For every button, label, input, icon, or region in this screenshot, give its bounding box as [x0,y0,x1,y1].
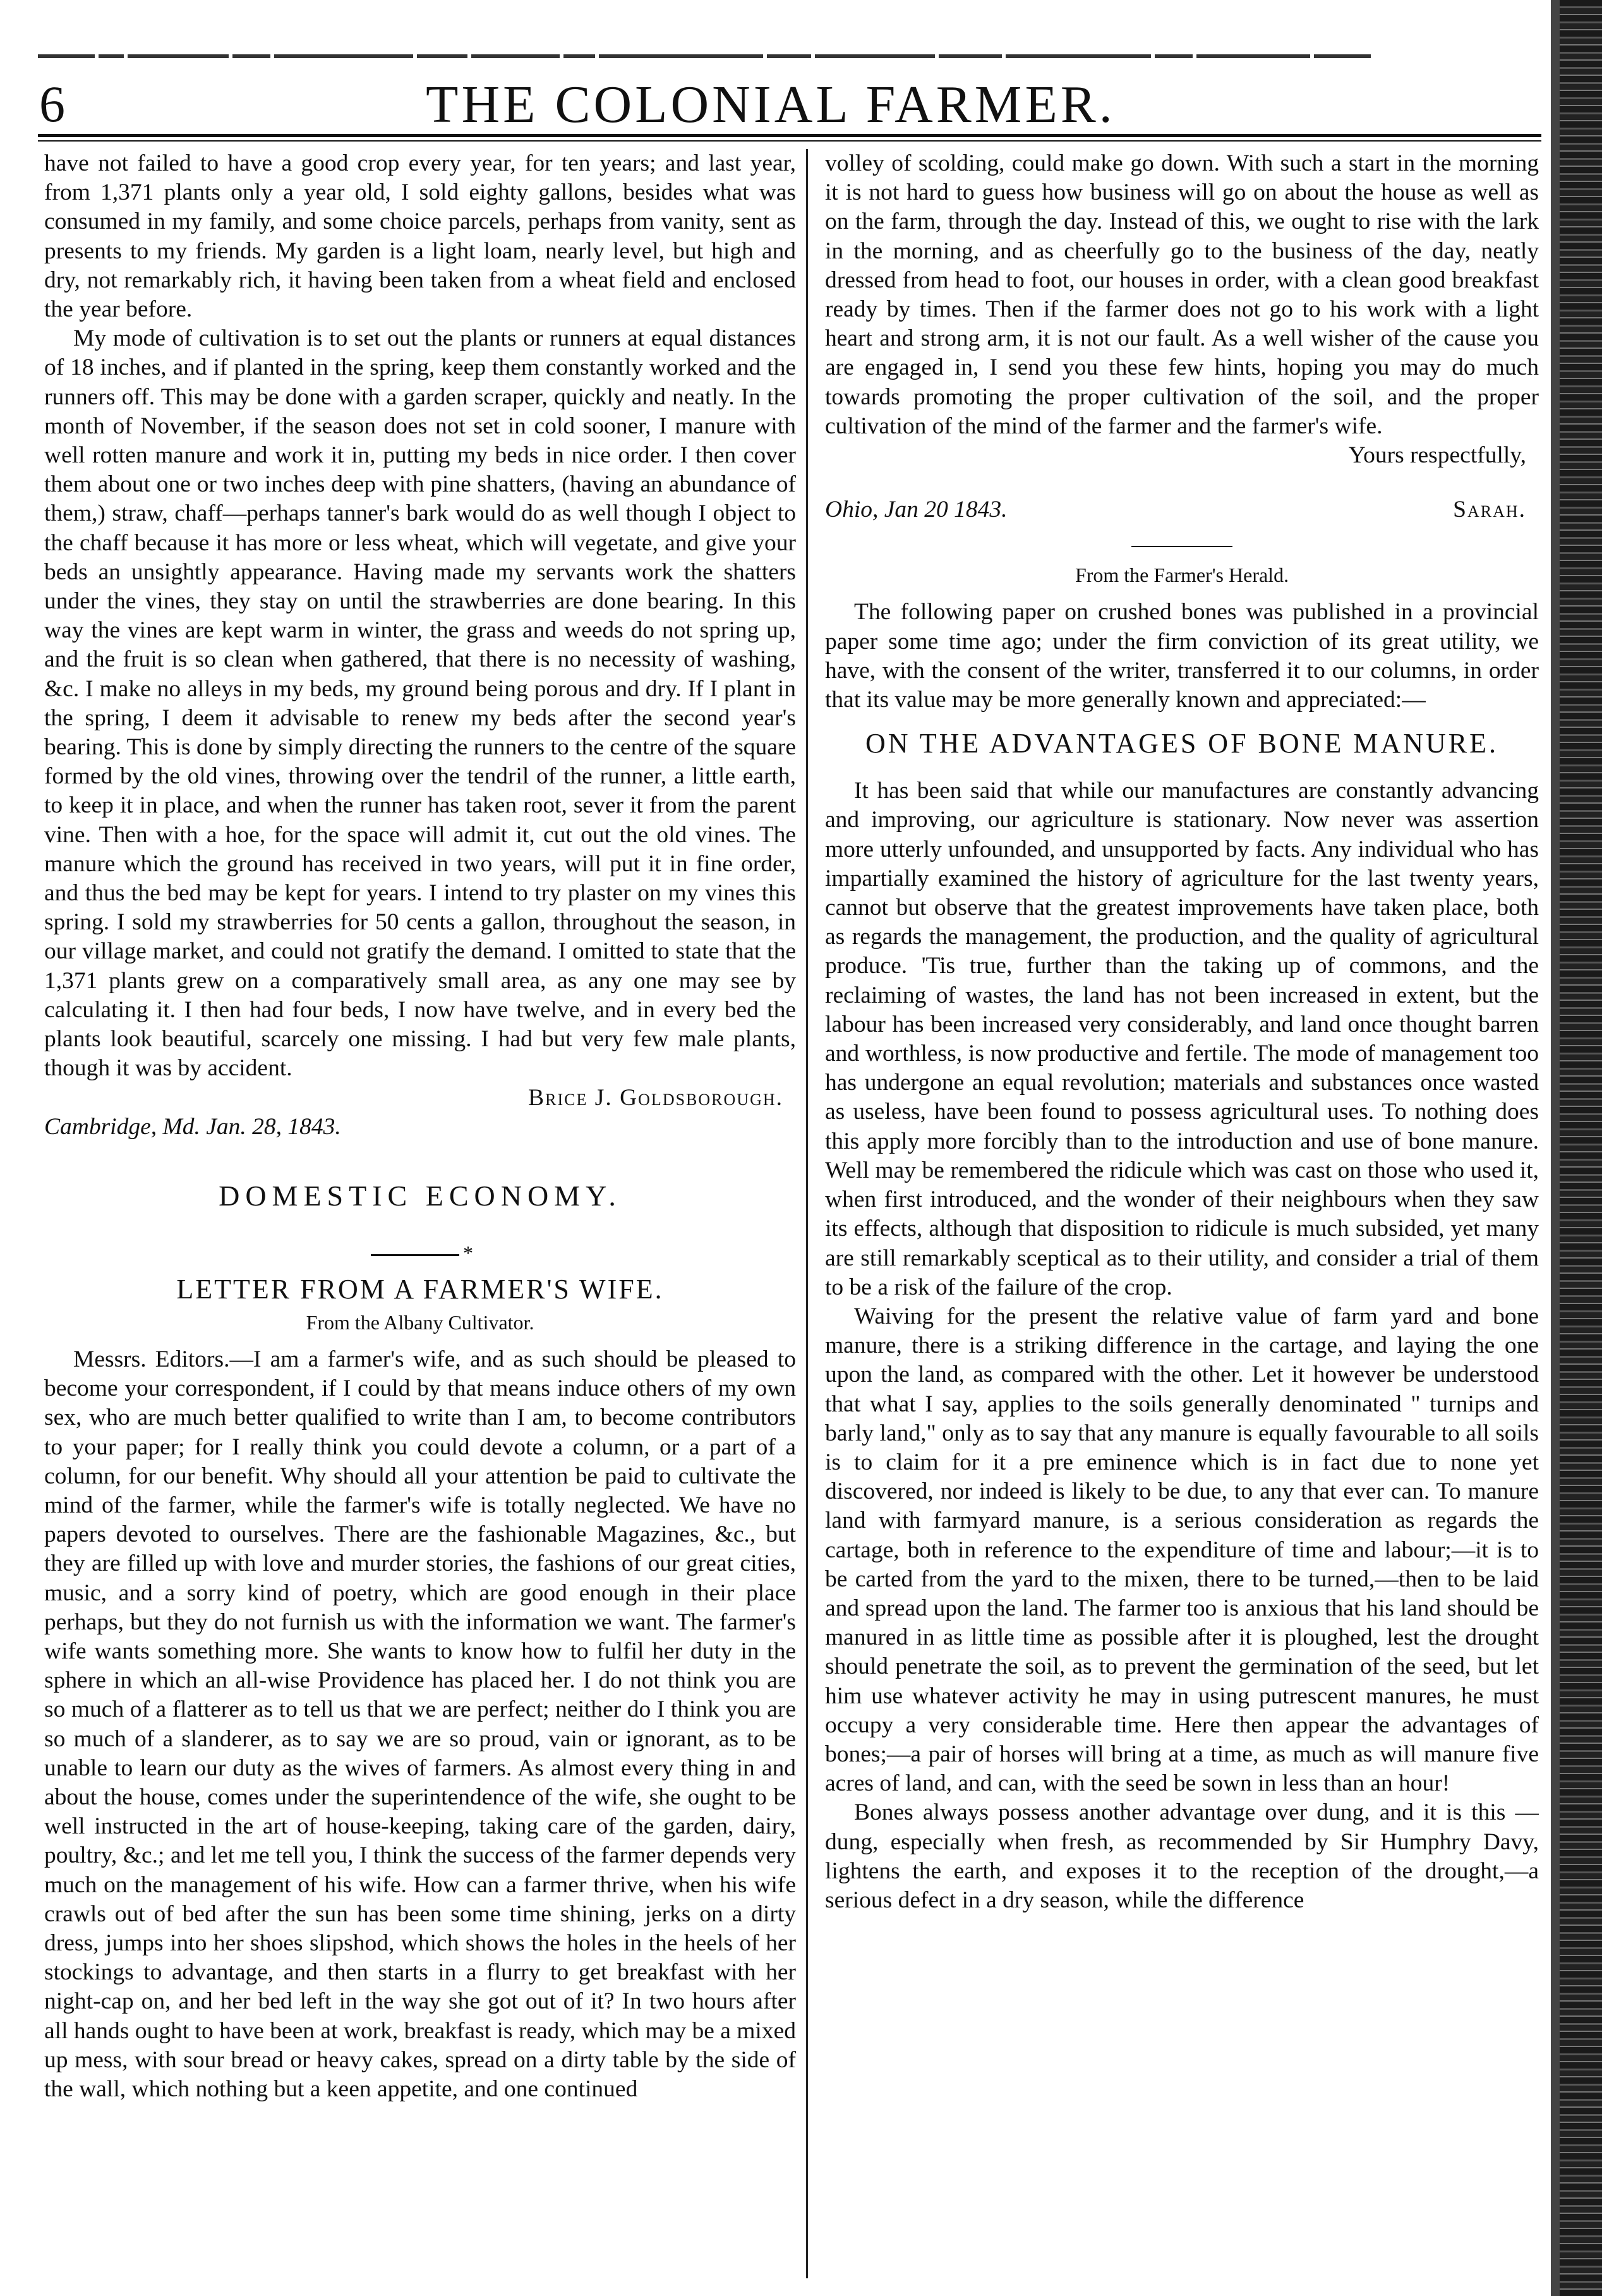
dateline-cambridge: Cambridge, Md. Jan. 28, 1843. [44,1113,341,1140]
dateline-row [825,495,1539,524]
right-column [825,149,1539,2278]
signature-sarah: Sarah. [1453,497,1526,523]
bone-paragraph-2: Waiving for the present the relative value of farm yard and bone manure, there is a striking difference in the cartage, and laying the one upon the land, as compared with the other. Let it however be understood that what I say, applies to the soils generally denominated " turnips and barly land," only as to say that any manure is equally favourable to all soils is to claim for it a pre eminence which is in fact due to none yet discovered, nor indeed is likely to be due, to any that ever can. To manure land with farmyard manure, is a serious consideration as regards the cartage, both in reference to the expenditure of time and labour;—it is to be carted from the yard to the mixen, there to be turned,—then to be laid and spread upon the land. The farmer too is anxious that his land should be manured in as little time as possible after it is ploughed, lest the drought should penetrate the soil, as to prevent the germination of the seed, but let him use whatever activity he may in using putrescent manures, he must occupy a very considerable time. Here then appear the advantages of bones;—a pair of horses will bring at a time, as much as will manure five acres of land, and can, with the seed be sown in less than an hour! [825,1303,1539,1797]
article-separator [1131,546,1232,547]
bone-manure-heading: ON THE ADVANTAGES OF BONE MANURE. [865,728,1498,759]
scanned-page-edge [1551,0,1602,2296]
signature-goldsborough: Brice J. Goldsborough. [528,1084,783,1111]
letter-source: From the Albany Cultivator. [306,1310,534,1334]
ornament-divider: * [44,1240,796,1266]
header-rule-thin [38,140,1541,142]
letter-title: LETTER FROM A FARMER'S WIFE. [176,1273,664,1305]
column-divider [806,149,808,2278]
bone-paragraph-1: It has been said that while our manufactures are constantly advancing and improving, our agriculture is stationary. Now never was assertion more utterly unfounded, and unsupported by facts. Any individual who has impartially examined the history of agriculture for the last twenty years, cannot but observe that the greatest improvements have taken place, both as regards the management, the production, and the quality of agricultural produce. 'Tis true, further than the taking up of commons, and the reclaiming of wastes, the land has not been increased in extent, but the labour has been increased very considerably, and land once thought barren and worthless, is now productive and fertile. The mode of management too has undergone an equal revolution; materials and substances once wasted as useless, have been found to possess agricultural uses. To nothing does this apply more forcibly than to the introduction and use of bone manure. Well may be remembered the ridicule which was cast on those who used it, when first introduced, and the wonder of their neighbours when they saw its effects, although that disposition to ridicule is much subsided, yet many are still remarkably sceptical as to their utility, and consider a trial of them to be a risk of the failure of the crop. [825,778,1539,1300]
letter-continuation: volley of scolding, could make go down. With such a start in the morning it is not hard to guess how business will go on about the house as well as on the farm, through the day. Instead of this, we ought to rise with the lark in the morning, and as cheerfully go to the business of the day, neatly dressed from head to foot, our houses in order, with a clean good breakfast ready by times. Then if the farmer does not go to his work with a light heart and strong arm, it is not our fault. As a well wisher of the cause you are engaged in, I send you these few hints, hoping you may do much towards promoting the proper cultivation of the soil, and the proper cultivation of the mind of the farmer and the farmer's wife. [825,150,1539,439]
bone-intro-paragraph: The following paper on crushed bones was published in a provincial paper some time ago; under the firm conviction of its great utility, we have, with the consent of the writer, transferred it to our columns, in order that its value may be more generally known and appreciated:— [825,599,1539,713]
article-source: From the Farmer's Herald. [1075,564,1289,587]
strawberry-paragraph-1: have not failed to have a good crop every year, for ten years; and last year, from 1,371 plants only a year old, I sold eighty gallons, besides what was consumed in my family, and some choice parcels, perhaps from vanity, sent as presents to my friends. My garden is a light loam, nearly level, but high and dry, not remarkably rich, it having been taken from a wheat field and enclosed the year before. [44,150,796,323]
header-rule [38,134,1541,137]
strawberry-paragraph-2: My mode of cultivation is to set out the plants or runners at equal distances of 18 inches, and if planted in the spring, keep them constantly worked and the runners off. This may be done with a garden scraper, quickly and neatly. In the month of November, if the season does not set in cold sooner, I manure with well rotten manure and work it in, putting my beds in nice order. I then cover them about one or two inches deep with pine shatters, (having an abundance of them,) straw, chaff—perhaps tanner's bark would do as well though I object to the chaff because it has more or less wheat, which will vegetate, and give your beds an unsightly appearance. Having made my servants work the shatters under the vines, they stay on until the strawberries are done bearing. In this way the vines are kept warm in winter, the grass and weeds do not spring up, and the fruit is so clean when gathered, that there is no necessity of washing, &c. I make no alleys in my beds, my ground being porous and dry. If I plant in the spring, I deem it advisable to renew my beds after the second year's bearing. This is done by simply directing the runners to the centre of the square formed by the old vines, throwing over the tendril of the runner, a little earth, to keep it in place, and when the runner has taken root, sever it from the parent vine. Then with a hoe, for the space will admit it, cut out the old vines. The manure which the ground has received in two years, will put it in fine order, and thus the bed may be kept for years. I intend to try plaster on my vines this spring. I sold my strawberries for 50 cents a gallon, throughout the season, in our village market, and could not gratify the demand. I omitted to state that the 1,371 plants grew on a comparatively small area, as any one may see by calculating it. I then had four beds, I now have twelve, and in every bed the plants look beautiful, scarcely one missing. I had but very few male plants, though it was by accident. [44,325,796,1082]
dateline-ohio: Ohio, Jan 20 1843. [825,497,1008,523]
masthead-title: THE COLONIAL FARMER. [426,75,1116,134]
top-border-ornament [38,49,1541,64]
page-number: 6 [39,75,65,133]
left-column [44,149,796,2278]
farmers-wife-letter: Messrs. Editors.—I am a farmer's wife, and as such should be pleased to become your correspondent, if I could by that means induce others of my own sex, who are much better qualified to write than I am, to become contributors to your paper; for I really think you could devote a column, or a part of a column, for our benefit. Why should all your attention be paid to cultivate the mind of the farmer, while the farmer's wife is totally neglected. We have no papers devoted to ourselves. There are the fashionable Magazines, &c., but they are filled up with love and murder stories, the fashions of our great cities, music, and a sorry kind of poetry, which are good enough in their place perhaps, but they do not furnish us with the information we want. The farmer's wife wants something more. She wants to know how to fulfil her duty in the sphere in which an all-wise Providence has placed her. I do not think you are so much of a flatterer as to tell us that we are perfect; neither do I think you are so much of a slanderer, as to say we are so proud, vain or ignorant, as to be unable to learn our duty as the wives of farmers. As almost every thing in and about the house, comes under the superintendence of the wife, she ought to be well instructed in the art of house-keeping, taking care of the garden, dairy, poultry, &c.; and let me tell you, I think the success of the farmer depends very much on the management of his wife. How can a farmer thrive, when his wife crawls out of bed after the sun has been some time shining, jerks on a dirty dress, jumps into her shoes slipshod, which shows the holes in the heels of her stockings to advantage, and then starts in a flurry to get breakfast with her night-cap on, and her bed left in the way she got out of it? In two hours after all hands ought to have been at work, breakfast is ready, which may be a mixed up mess, with sour bread or heavy cakes, spread on a dirty table by the side of the wall, which nothing but a keen appetite, and one continued [44,1346,796,2102]
section-heading-domestic-economy: DOMESTIC ECONOMY. [219,1179,622,1212]
bone-paragraph-3: Bones always possess another advantage over dung, and it is this —dung, especially when fresh, as recommended by Sir Humphry Davy, lightens the earth, and exposes it to the reception of the drought,—a serious defect in a dry season, while the difference [825,1799,1539,1913]
letter-closing: Yours respectfully, [1348,442,1526,469]
